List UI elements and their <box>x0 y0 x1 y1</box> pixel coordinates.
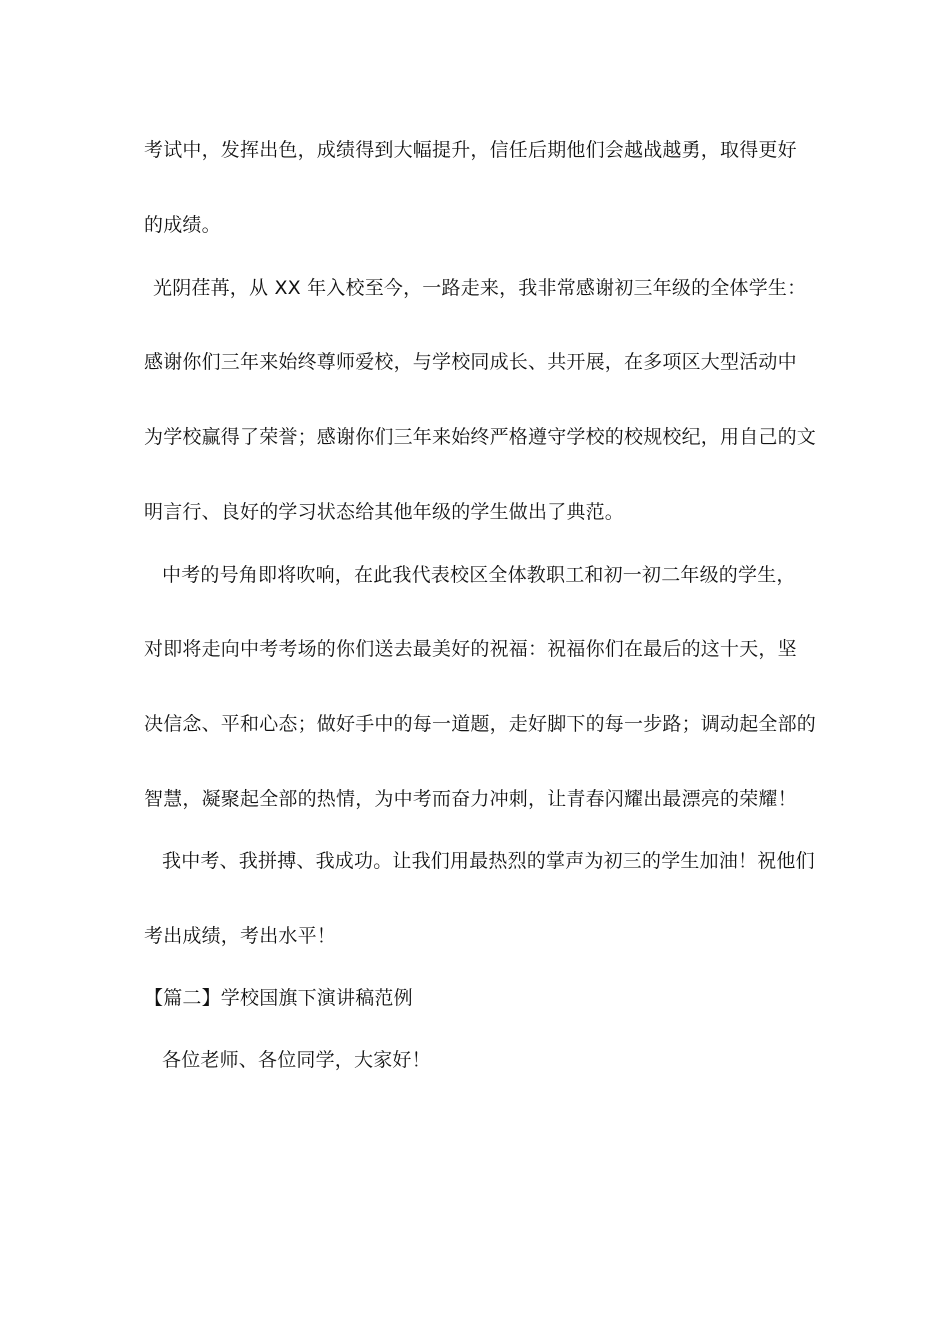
body-text-line: 智慧，凝聚起全部的热情，为中考而奋力冲刺，让青春闪耀出最漂亮的荣耀！ <box>144 788 797 810</box>
paragraph-start-line: 光阴荏苒，从 XX 年入校至今，一路走来，我非常感谢初三年级的全体学生： <box>153 277 807 299</box>
paragraph-start-line: 中考的号角即将吹响，在此我代表校区全体教职工和初一初二年级的学生， <box>162 564 796 586</box>
body-text-line: 为学校赢得了荣誉；感谢你们三年来始终严格遵守学校的校规校纪，用自己的文 <box>144 426 817 448</box>
body-text-line: 决信念、平和心态；做好手中的每一道题，走好脚下的每一步路；调动起全部的 <box>144 713 817 735</box>
body-text-line: 考试中，发挥出色，成绩得到大幅提升，信任后期他们会越战越勇，取得更好 <box>144 139 797 161</box>
section-heading: 【篇二】学校国旗下演讲稿范例 <box>144 987 413 1009</box>
greeting-line: 各位老师、各位同学，大家好！ <box>162 1049 431 1071</box>
body-text-line: 明言行、良好的学习状态给其他年级的学生做出了典范。 <box>144 501 625 523</box>
body-text-line: 对即将走向中考考场的你们送去最美好的祝福：祝福你们在最后的这十天，坚 <box>144 638 797 660</box>
body-text-line: 考出成绩，考出水平！ <box>144 925 337 947</box>
body-text-line: 的成绩。 <box>144 214 221 236</box>
body-text-line: 感谢你们三年来始终尊师爱校，与学校同成长、共开展，在多项区大型活动中 <box>144 351 797 373</box>
paragraph-start-line: 我中考、我拼搏、我成功。让我们用最热烈的掌声为初三的学生加油！祝他们 <box>162 850 815 872</box>
